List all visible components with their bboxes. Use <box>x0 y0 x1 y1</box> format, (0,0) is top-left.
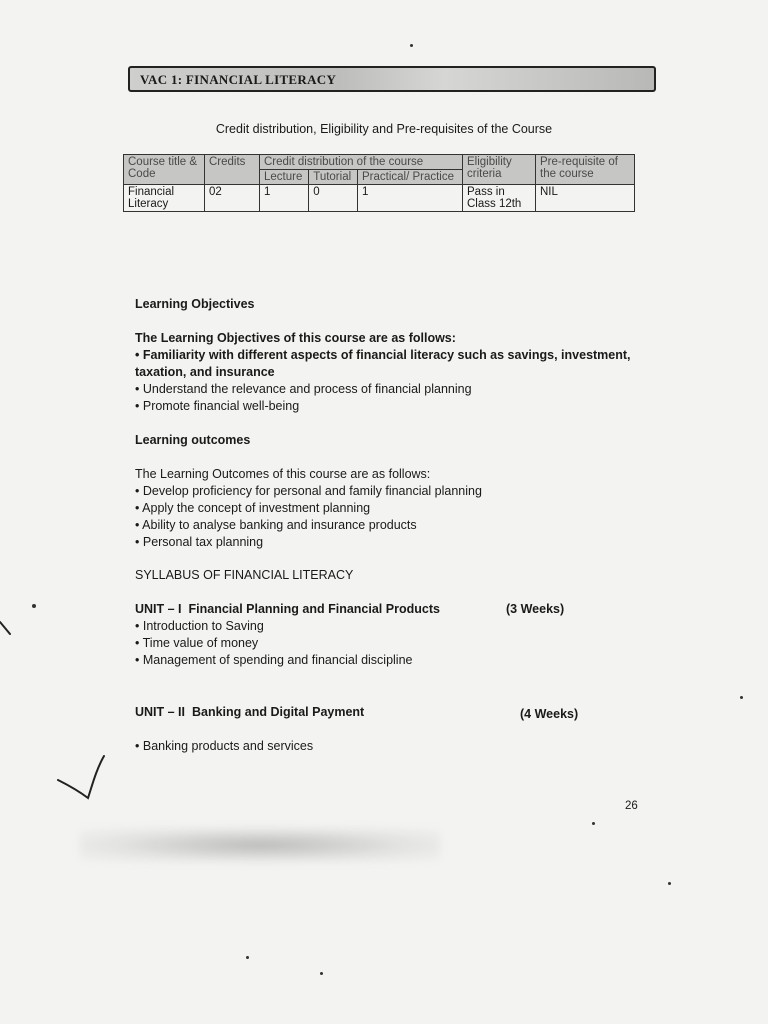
unit-1-duration: (3 Weeks) <box>506 602 565 616</box>
outcomes-intro: The Learning Outcomes of this course are as follows: <box>135 467 431 481</box>
page-number: 26 <box>625 800 638 812</box>
scan-speck <box>410 44 413 47</box>
header-practical-label: Practical/ Practice <box>361 171 455 183</box>
header-credit-distribution-label: Credit distribution of the course <box>264 156 424 168</box>
unit-2-duration: (4 Weeks) <box>520 707 579 721</box>
list-item: • Understand the relevance and process of financial planning <box>135 381 635 398</box>
list-item: • Introduction to Saving <box>135 618 455 635</box>
syllabus-heading: SYLLABUS OF FINANCIAL LITERACY <box>135 568 354 582</box>
course-title: VAC 1: FINANCIAL LITERACY <box>140 72 337 87</box>
list-item: • Personal tax planning <box>135 534 635 551</box>
cell-practical: 1 <box>357 185 462 212</box>
table-caption: Credit distribution, Eligibility and Pre-requisites of the Course <box>215 122 553 136</box>
cell-course: Financial Literacy <box>124 185 205 212</box>
scan-speck <box>592 822 595 825</box>
unit-1-label: UNIT – I <box>135 602 182 616</box>
list-item: • Develop proficiency for personal and family financial planning <box>135 483 635 500</box>
unit-1-title: Financial Planning and Financial Products <box>188 602 440 616</box>
header-credits-label: Credits <box>209 156 246 168</box>
objectives-intro: The Learning Objectives of this course are as follows: <box>135 331 456 345</box>
scan-smudge <box>80 828 440 862</box>
cell-prerequisite: NIL <box>536 185 635 212</box>
list-item: • Management of spending and financial discipline <box>135 652 455 669</box>
header-tutorial-label: Tutorial <box>313 171 352 183</box>
outcomes-heading: Learning outcomes <box>135 433 251 447</box>
cell-eligibility: Pass in Class 12th <box>463 185 536 212</box>
header-lecture-label: Lecture <box>264 171 303 183</box>
unit-2-label: UNIT – II <box>135 705 186 719</box>
list-item: • Time value of money <box>135 635 455 652</box>
header-eligibility-label: Eligibility criteria <box>467 156 512 180</box>
scan-speck <box>32 604 36 608</box>
scan-speck <box>740 696 743 699</box>
list-item: • Promote financial well-being <box>135 398 635 415</box>
scan-speck <box>246 956 249 959</box>
header-prerequisite-label: Pre-requisite of the course <box>540 156 618 180</box>
cell-lecture: 1 <box>260 185 309 212</box>
list-item: • Apply the concept of investment planning <box>135 500 635 517</box>
header-course-label: Course title & Code <box>128 156 198 180</box>
list-item: • Banking products and services <box>135 738 455 755</box>
list-item: • Ability to analyse banking and insurance products <box>135 517 635 534</box>
scan-speck <box>320 972 323 975</box>
scan-speck <box>668 882 671 885</box>
objectives-heading: Learning Objectives <box>135 297 255 311</box>
unit-2-title: Banking and Digital Payment <box>191 705 365 719</box>
cell-tutorial: 0 <box>309 185 358 212</box>
cell-credits: 02 <box>205 185 260 212</box>
list-item: • Familiarity with different aspects of financial literacy such as savings, investment, taxation, and insurance <box>135 347 635 381</box>
